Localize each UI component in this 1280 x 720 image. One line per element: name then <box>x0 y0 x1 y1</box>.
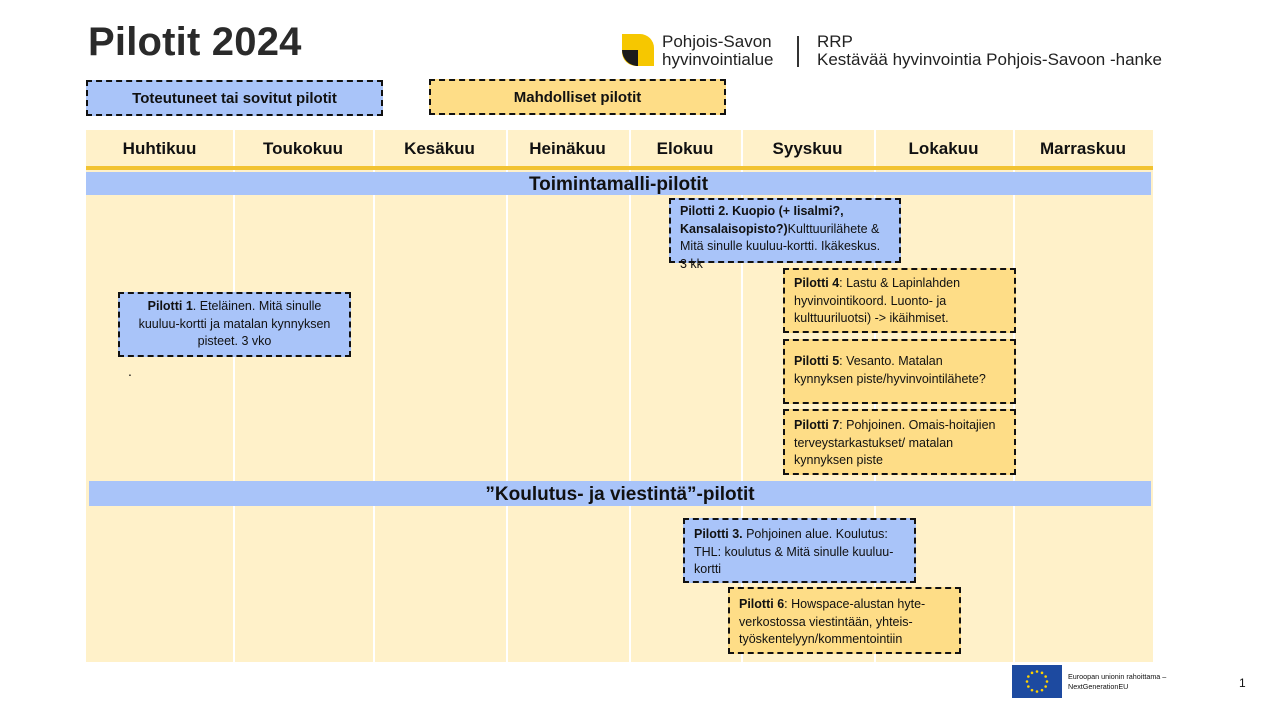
month-july: Heinäkuu <box>529 139 606 158</box>
eu-flag-icon <box>1012 665 1062 698</box>
pilot-6-name: Pilotti 6 <box>739 597 785 611</box>
pilot-4-name: Pilotti 4 <box>794 276 840 290</box>
eu-star-icon <box>1041 672 1044 675</box>
pilot-4-description: : Lastu & Lapinlahden hyvinvointikoord. Luonto- ja kulttuuriluotsi) -> ikäihmiset. <box>794 276 961 325</box>
eu-star-icon <box>1027 675 1030 678</box>
page-title: Pilotit 2024 <box>88 20 302 64</box>
pilot-7-name: Pilotti 7 <box>794 418 840 432</box>
pohjois-savo-logo-icon <box>620 32 656 68</box>
month-october: Lokakuu <box>908 139 979 158</box>
month-divider <box>629 130 631 662</box>
pilot-2-card <box>669 198 901 271</box>
section-operating-model: Toimintamalli-pilotit <box>86 172 1151 195</box>
month-header <box>86 130 1153 170</box>
month-august: Elokuu <box>656 139 714 158</box>
month-divider <box>506 130 508 662</box>
pilot-1-name: Pilotti 1 <box>147 299 193 313</box>
month-may: Toukokuu <box>263 139 343 158</box>
stray-dot: . <box>128 363 132 379</box>
page-number: 1 <box>1239 676 1246 690</box>
pilot-6-card <box>728 587 961 654</box>
month-november: Marraskuu <box>1040 139 1126 158</box>
pilot-5-description: : Vesanto. Matalan kynnyksen piste/hyvinvointilähete? <box>794 354 986 386</box>
eu-star-icon <box>1036 690 1039 693</box>
eu-star-icon <box>1046 680 1049 683</box>
eu-star-icon <box>1041 689 1044 692</box>
legend-realized: Toteutuneet tai sovitut pilotit <box>86 80 383 116</box>
pilot-3-card <box>683 518 916 583</box>
funding-notice-line1: Euroopan unionin rahoittama – <box>1068 672 1167 681</box>
month-september: Syyskuu <box>772 139 843 158</box>
eu-star-icon <box>1036 670 1039 673</box>
organization-name-line2: hyvinvointialue <box>662 50 774 69</box>
eu-star-icon <box>1031 689 1034 692</box>
pilot-5-card <box>783 339 1016 404</box>
pilot-3-description: Pohjoinen alue. Koulutus: THL: koulutus & Mitä sinulle kuuluu-kortti <box>694 527 894 576</box>
month-june: Kesäkuu <box>404 139 475 158</box>
pilot-6-description: : Howspace-alustan hyte-verkostossa viestintään, yhteis-työskentelyyn/kommentointiin <box>739 597 926 646</box>
eu-star-icon <box>1027 685 1030 688</box>
funding-notice-line2: NextGenerationEU <box>1068 682 1129 691</box>
month-april: Huhtikuu <box>122 139 197 158</box>
section-training-communication: ”Koulutus- ja viestintä”-pilotit <box>89 481 1151 506</box>
eu-star-icon <box>1044 685 1047 688</box>
eu-star-icon <box>1031 672 1034 675</box>
month-divider <box>233 130 235 662</box>
logo-divider <box>797 36 799 67</box>
project-name <box>817 33 1162 69</box>
eu-star-icon <box>1026 680 1029 683</box>
pilot-3-name: Pilotti 3. <box>694 527 743 541</box>
pilot-7-description: : Pohjoinen. Omais-hoitajien terveystarkastukset/ matalan kynnyksen piste <box>794 418 996 467</box>
pilot-2-description: Kulttuurilähete & Mitä sinulle kuuluu-kortti. Ikäkeskus. 3 kk <box>680 221 881 271</box>
legend-possible: Mahdolliset pilotit <box>429 79 726 115</box>
funding-notice <box>1068 672 1166 692</box>
pilot-1-card <box>118 292 351 357</box>
pilot-5-name: Pilotti 5 <box>794 354 840 368</box>
month-divider <box>373 130 375 662</box>
project-name-line2: Kestävää hyvinvointia Pohjois-Savoon -hanke <box>817 50 1162 69</box>
organization-name-line1: Pohjois-Savon <box>662 32 772 51</box>
eu-star-icon <box>1044 675 1047 678</box>
pilot-7-card <box>783 409 1016 475</box>
pilot-1-description: . Eteläinen. Mitä sinulle kuuluu-kortti ja matalan kynnyksen pisteet. 3 vko <box>138 299 331 348</box>
pilot-4-card <box>783 268 1016 333</box>
organization-name <box>662 33 774 69</box>
pilot-2-name: Pilotti 2. Kuopio (+ Iisalmi?, Kansalaisopisto?) <box>680 204 844 236</box>
project-name-line1: RRP <box>817 32 853 51</box>
